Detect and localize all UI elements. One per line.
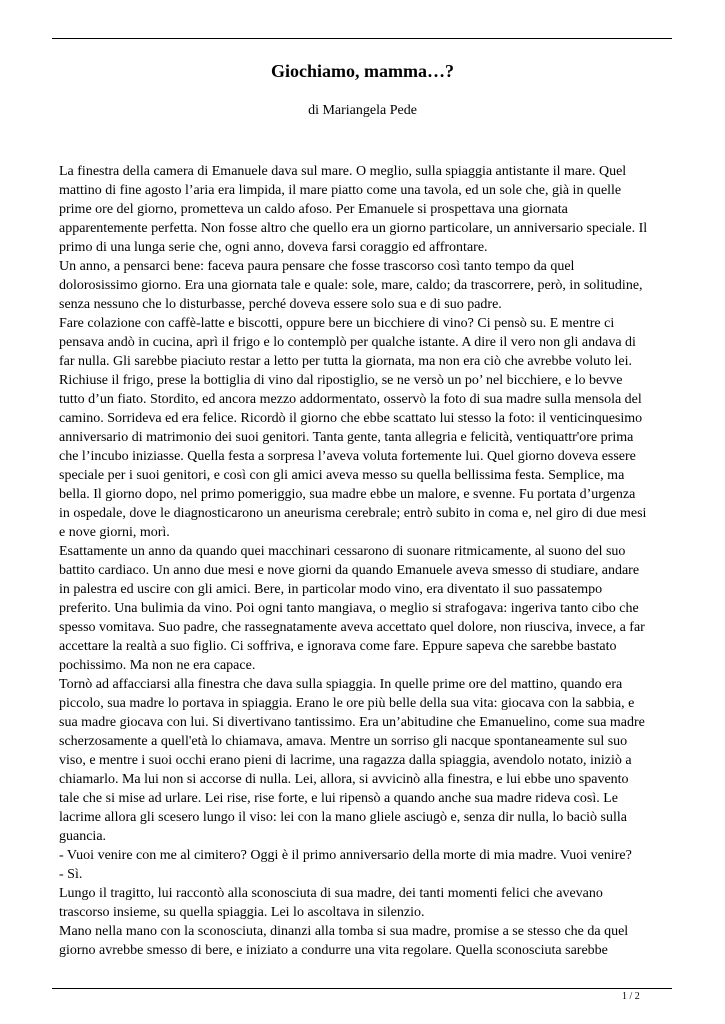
body-line: La finestra della camera di Emanuele dava sul mare. O meglio, sulla spiaggia antistante il mare. Quel bbox=[59, 164, 627, 179]
body-line: che l’incubo iniziasse. Quella festa a sorpresa l’aveva voluta fortemente lui. Quel giorno doveva essere bbox=[59, 449, 636, 464]
body-line: - Vuoi venire con me al cimitero? Oggi è il primo anniversario della morte di mia madre. Vuoi venire? bbox=[59, 848, 632, 863]
body-line: anniversario di matrimonio dei suoi genitori. Tanta gente, tanta allegria e felicità, ventiquattr'ore prima bbox=[59, 430, 634, 445]
header-rule bbox=[52, 38, 672, 39]
body-line: Tornò ad affacciarsi alla finestra che dava sulla spiaggia. In quelle prime ore del mattino, quando era bbox=[59, 677, 623, 692]
document-body bbox=[59, 162, 679, 960]
body-line: prime ore del giorno, prometteva un caldo afoso. Per Emanuele si prospettava una giornata bbox=[59, 202, 568, 217]
body-line: trascorso insieme, su quella spiaggia. Lei lo ascoltava in silenzio. bbox=[59, 905, 425, 920]
body-line: giorno avrebbe smesso di bere, e iniziato a condurre una vita regolare. Quella sconosciuta sarebbe bbox=[59, 943, 608, 958]
body-line: in palestra ed uscire con gli amici. Bere, in particolar modo vino, era diventato il suo passatempo bbox=[59, 582, 603, 597]
body-line: tale che si mise ad urlare. Lei rise, rise forte, e lui ripensò a quando anche sua madre rideva così. Le bbox=[59, 791, 618, 806]
footer-rule bbox=[52, 988, 672, 989]
body-line: speciale per i suoi genitori, e così con gli amici aveva messo su quella bellissima festa. Semplice, ma bbox=[59, 468, 625, 483]
body-line: mattino di fine agosto l’aria era limpida, il mare piatto come una tavola, ed un sole che, già in quelle bbox=[59, 183, 622, 198]
body-line: tutto d’un fiato. Stordito, ed ancora mezzo addormentato, osservò la foto di sua madre sulla mensola del bbox=[59, 392, 642, 407]
body-line: senza nessuno che lo disturbasse, perché doveva essere solo sua e di suo padre. bbox=[59, 297, 502, 312]
body-line: pensava andò in cucina, aprì il frigo e lo contemplò per qualche istante. A dire il vero non gli andava di bbox=[59, 335, 636, 350]
body-line: chiamarlo. Ma lui non si accorse di nulla. Lei, allora, si avvicinò alla finestra, e lui ebbe uno spavento bbox=[59, 772, 629, 787]
body-line: accettare la realtà a suo figlio. Ci soffriva, e ignorava come fare. Eppure sapeva che sarebbe bastato bbox=[59, 639, 617, 654]
body-line: camino. Sorrideva ed era felice. Ricordò il giorno che ebbe scattato lui stesso la foto: il venticinquesimo bbox=[59, 411, 643, 426]
body-line: Mano nella mano con la sconosciuta, dinanzi alla tomba si sua madre, promise a se stesso che da quel bbox=[59, 924, 629, 939]
body-line: sua madre giocava con lui. Si divertivano tantissimo. Era un’abitudine che Emanuelino, come sua madre bbox=[59, 715, 645, 730]
body-line: e nove giorni, morì. bbox=[59, 525, 170, 540]
body-line: dolorosissimo giorno. Era una giornata tale e quale: sole, mare, caldo; da trascorrere, però, in solitudine, bbox=[59, 278, 643, 293]
body-line: spesso vomitava. Suo padre, che rassegnatamente aveva accettato quel dolore, non riusciva, invece, a far bbox=[59, 620, 645, 635]
body-line: Fare colazione con caffè-latte e biscotti, oppure bere un bicchiere di vino? Ci pensò su. E mentre ci bbox=[59, 316, 615, 331]
body-line: - Sì. bbox=[59, 867, 83, 882]
body-line: Lungo il tragitto, lui raccontò alla sconosciuta di sua madre, dei tanti momenti felici che avevano bbox=[59, 886, 603, 901]
body-line: piccolo, sua madre lo portava in spiaggia. Erano le ore più belle della sua vita: giocava con la sabbia, e bbox=[59, 696, 635, 711]
body-line: pochissimo. Ma non ne era capace. bbox=[59, 658, 256, 673]
body-line: Un anno, a pensarci bene: faceva paura pensare che fosse trascorso così tanto tempo da quel bbox=[59, 259, 575, 274]
body-line: Esattamente un anno da quando quei macchinari cessarono di suonare ritmicamente, al suono del suo bbox=[59, 544, 626, 559]
body-line: guancia. bbox=[59, 829, 107, 844]
body-line: preferito. Una bulimia da vino. Poi ogni tanto mangiava, o meglio si strafogava: ingeriva tanto cibo che bbox=[59, 601, 639, 616]
body-line: lacrime allora gli scesero lungo il viso: lei con la mano gliele asciugò e, senza dir nulla, lo baciò sulla bbox=[59, 810, 627, 825]
body-line: scherzosamente a quell'età lo chiamava, amava. Mentre un sorriso gli nacque spontaneamente sul suo bbox=[59, 734, 628, 749]
body-line: in ospedale, dove le diagnosticarono un aneurisma cerebrale; entrò subito in coma e, nel giro di due mesi bbox=[59, 506, 647, 521]
body-line: Richiuse il frigo, prese la bottiglia di vino dal ripostiglio, se ne versò un po’ nel bicchiere, e lo bevve bbox=[59, 373, 623, 388]
body-line: viso, e mentre i suoi occhi erano pieni di lacrime, una ragazza dalla spiaggia, avendolo notato, iniziò a bbox=[59, 753, 632, 768]
body-line: apparentemente perfetta. Non fosse altro che quello era un giorno particolare, un anniversario speciale. Il bbox=[59, 221, 648, 236]
body-line: primo di una lunga serie che, ogni anno, doveva farsi coraggio ed affrontare. bbox=[59, 240, 488, 255]
document-author: di Mariangela Pede bbox=[308, 103, 417, 118]
page-number: 1 / 2 bbox=[622, 991, 640, 1002]
body-line: bella. Il giorno dopo, nel primo pomeriggio, sua madre ebbe un malore, e svenne. Fu portata d’urgenza bbox=[59, 487, 636, 502]
body-line: far nulla. Gli sarebbe piaciuto restar a letto per tutta la giornata, ma non era ciò che avrebbe voluto lei. bbox=[59, 354, 632, 369]
body-line: battito cardiaco. Un anno due mesi e nove giorni da quando Emanuele aveva smesso di studiare, andare bbox=[59, 563, 640, 578]
document-title: Giochiamo, mamma…? bbox=[271, 61, 454, 81]
